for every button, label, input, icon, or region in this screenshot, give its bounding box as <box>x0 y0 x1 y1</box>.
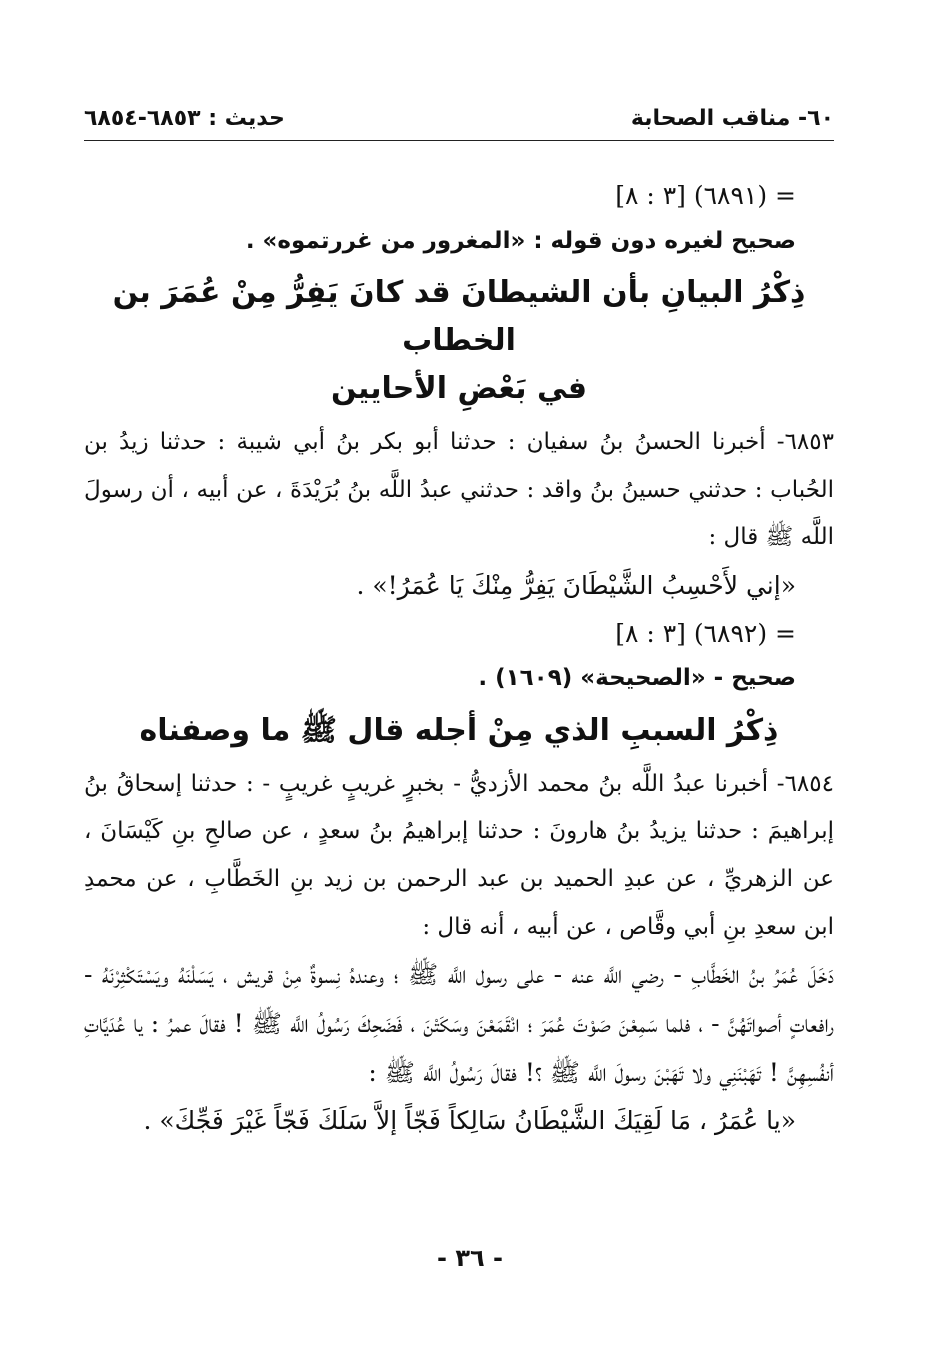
hadith-isnad: ٦٨٥٣- أخبرنا الحسنُ بنُ سفيان : حدثنا أبو بكر بنُ أبي شيبة : حدثنا زيدُ بن الحُباب : حدثني حسينُ بنُ واقد : حدثني عبدُ اللَّه بنُ بُرَيْدَةَ ، عن أبيه ، أن رسولَ اللَّه ﷺ قال : <box>84 429 834 551</box>
hadith-range: حديث : ٦٨٥٣-٦٨٥٤ <box>84 105 285 131</box>
page-number: - ٣٦ - <box>437 1244 503 1272</box>
cross-reference: = (٦٨٩١) [٣ : ٨] <box>615 181 796 210</box>
hadith-story: دَخَلَ عُمَرُ بنُ الخَطَّابِ - رضي اللَّه عنه - على رسول اللَّه ﷺ ؛ وعندهُ نِسوةٌ مِنْ قريش ، يَسَلْنَهُ ويَسْتَكْثِرْنَهُ - رافعاتٍ أصواتَهُنَّ - ، فلما سَمِعْنَ صَوْتَ عُمَرَ ؛ انْقَمَعْنَ وسَكَتْنَ ، فَضَحِكَ رَسُولُ اللَّه ﷺ ! فقالَ عمرُ : يا عُدَيَّاتِ أنفُسِهِنَّ ! تَهَبْنَنِي ولا تَهَبْنَ رسولَ اللَّه ﷺ ؟! فقالَ رَسُولُ اللَّه ﷺ : <box>84 960 834 1087</box>
section-heading: ذِكْرُ السببِ الذي مِنْ أجله قال ﷺ ما وصفناه <box>139 712 779 748</box>
section-heading-line: في بَعْضِ الأحايين <box>330 371 588 407</box>
grading-note: صحيح - «الصحيحة» (١٦٠٩) . <box>478 665 796 692</box>
chapter-title: ٦٠- مناقب الصحابة <box>630 105 834 131</box>
section-heading <box>84 269 834 413</box>
section-heading-line: ذِكْرُ البيانِ بأن الشيطانَ قد كانَ يَفِرُّ مِنْ عُمَرَ بن الخطاب <box>112 275 806 359</box>
cross-reference: = (٦٨٩٢) [٣ : ٨] <box>615 618 796 648</box>
grading-note: صحيح لغيره دون قوله : «المغرور من غررتموه» . <box>245 227 796 254</box>
page-body <box>84 172 834 1146</box>
hadith-matn: «يا عُمَرُ ، مَا لَقِيَكَ الشَّيْطَانُ سَالِكاً فَجّاً إلاَّ سَلَكَ فَجّاً غَيْرَ فَجِّكَ» . <box>143 1106 796 1136</box>
hadith-matn: «إني لأَحْسِبُ الشَّيْطَانَ يَفِرُّ مِنْكَ يَا عُمَرُ!» . <box>356 571 796 601</box>
hadith-isnad: ٦٨٥٤- أخبرنا عبدُ اللَّه بنُ محمد الأزديُّ - بخبرٍ غريبٍ غريبٍ - : حدثنا إسحاقُ بنُ إبراهيمَ : حدثنا يزيدُ بنُ هارونَ : حدثنا إبراهيمُ بنُ سعدٍ ، عن صالحِ بنِ كَيْسَانَ ، عن الزهريِّ ، عن عبدِ الحميد بن عبد الرحمن بن زيد بنِ الخَطَّابِ ، عن محمدِ ابن سعدِ بنِ أبي وقَّاص ، عن أبيه ، أنه قال : <box>84 770 834 940</box>
page-header <box>84 96 834 141</box>
